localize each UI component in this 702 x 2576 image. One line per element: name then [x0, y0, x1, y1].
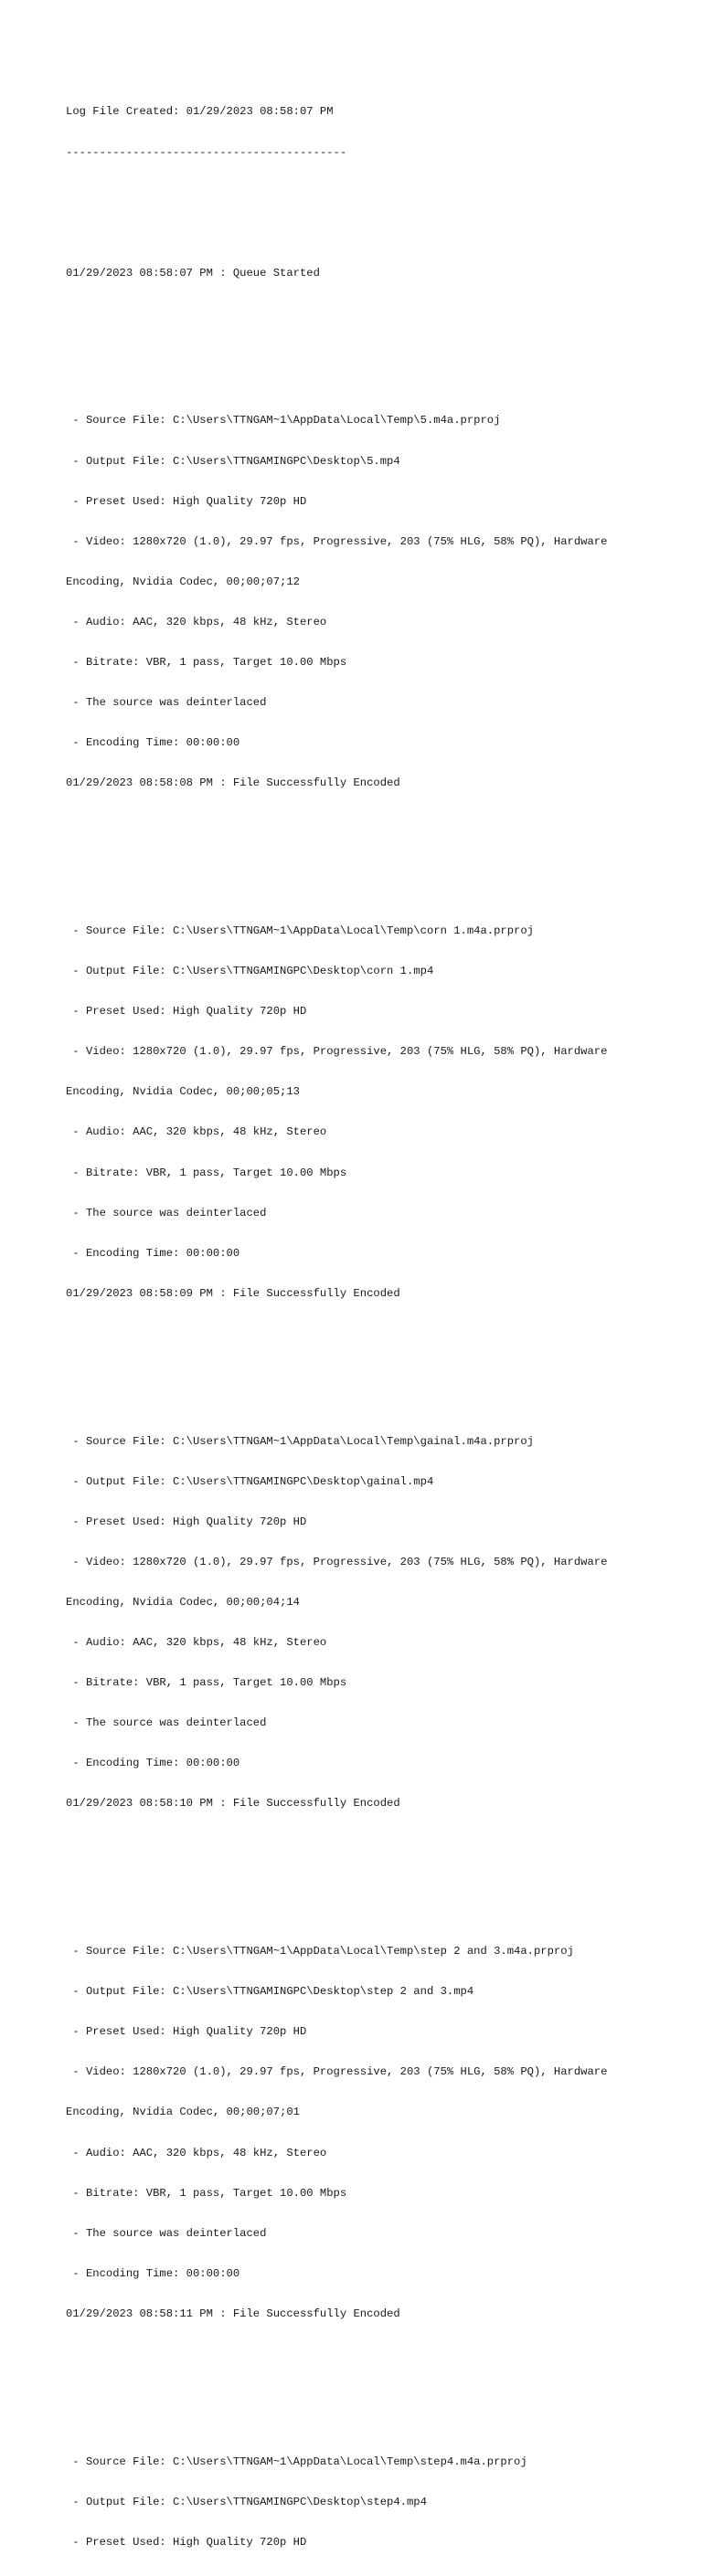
blank-line — [66, 347, 607, 361]
deinterlaced-line: - The source was deinterlaced — [66, 696, 267, 710]
blank-line — [66, 858, 607, 871]
preset-line: - Preset Used: High Quality 720p HD — [66, 1515, 307, 1528]
audio-line: - Audio: AAC, 320 kbps, 48 kHz, Stereo — [66, 1636, 327, 1649]
blank-line — [66, 186, 607, 200]
encoded-result-line: 01/29/2023 08:58:09 PM : File Successfully Encoded — [66, 1286, 400, 1300]
encoding-time-line: - Encoding Time: 00:00:00 — [66, 1246, 240, 1260]
video-line: - Video: 1280x720 (1.0), 29.97 fps, Progressive, 203 (75% HLG, 58% PQ), Hardware — [66, 534, 608, 548]
blank-line — [66, 1837, 607, 1851]
encoded-result-line: 01/29/2023 08:58:08 PM : File Successfully Encoded — [66, 776, 400, 790]
separator-line: ------------------------------------------ — [66, 145, 347, 159]
output-file-line: - Output File: C:\Users\TTNGAMINGPC\Desktop\corn 1.mp4 — [66, 965, 434, 978]
video-line-continued: Encoding, Nvidia Codec, 00;00;05;13 — [66, 1085, 300, 1099]
deinterlaced-line: - The source was deinterlaced — [66, 1206, 267, 1219]
encoding-time-line: - Encoding Time: 00:00:00 — [66, 2266, 240, 2280]
video-line: - Video: 1280x720 (1.0), 29.97 fps, Progressive, 203 (75% HLG, 58% PQ), Hardware — [66, 1045, 608, 1059]
encoding-time-line: - Encoding Time: 00:00:00 — [66, 1757, 240, 1770]
audio-line: - Audio: AAC, 320 kbps, 48 kHz, Stereo — [66, 615, 327, 628]
encoded-result-line: 01/29/2023 08:58:10 PM : File Successfully Encoded — [66, 1797, 400, 1811]
queue-started-line: 01/29/2023 08:58:07 PM : Queue Started — [66, 266, 320, 280]
video-line-continued: Encoding, Nvidia Codec, 00;00;04;14 — [66, 1595, 300, 1609]
video-line: - Video: 1280x720 (1.0), 29.97 fps, Progressive, 203 (75% HLG, 58% PQ), Hardware — [66, 2065, 608, 2079]
output-file-line: - Output File: C:\Users\TTNGAMINGPC\Desktop\gainal.mp4 — [66, 1474, 434, 1488]
bitrate-line: - Bitrate: VBR, 1 pass, Target 10.00 Mbps — [66, 1166, 347, 1179]
source-file-line: - Source File: C:\Users\TTNGAM~1\AppData\Local\Temp\5.m4a.prproj — [66, 414, 501, 428]
video-line-continued: Encoding, Nvidia Codec, 00;00;07;12 — [66, 575, 300, 588]
output-file-line: - Output File: C:\Users\TTNGAMINGPC\Desktop\step4.mp4 — [66, 2495, 427, 2508]
log-created-line: Log File Created: 01/29/2023 08:58:07 PM — [66, 105, 334, 119]
blank-line — [66, 817, 607, 830]
preset-line: - Preset Used: High Quality 720p HD — [66, 2025, 307, 2039]
video-line: - Video: 1280x720 (1.0), 29.97 fps, Progressive, 203 (75% HLG, 58% PQ), Hardware — [66, 1555, 608, 1568]
source-file-line: - Source File: C:\Users\TTNGAM~1\AppData\Local\Temp\gainal.m4a.prproj — [66, 1434, 534, 1448]
blank-line — [66, 1367, 607, 1381]
source-file-line: - Source File: C:\Users\TTNGAM~1\AppData\Local\Temp\step4.m4a.prproj — [66, 2455, 527, 2468]
encoding-time-line: - Encoding Time: 00:00:00 — [66, 736, 240, 750]
encoded-result-line: 01/29/2023 08:58:11 PM : File Successfully Encoded — [66, 2307, 400, 2320]
deinterlaced-line: - The source was deinterlaced — [66, 2226, 267, 2240]
bitrate-line: - Bitrate: VBR, 1 pass, Target 10.00 Mbps — [66, 1676, 347, 1690]
audio-line: - Audio: AAC, 320 kbps, 48 kHz, Stereo — [66, 1125, 327, 1139]
blank-line — [66, 2348, 607, 2361]
log-text — [66, 79, 607, 2576]
preset-line: - Preset Used: High Quality 720p HD — [66, 1005, 307, 1019]
bitrate-line: - Bitrate: VBR, 1 pass, Target 10.00 Mbps — [66, 656, 347, 670]
preset-line: - Preset Used: High Quality 720p HD — [66, 494, 307, 508]
video-line-continued: Encoding, Nvidia Codec, 00;00;07;01 — [66, 2106, 300, 2119]
bitrate-line: - Bitrate: VBR, 1 pass, Target 10.00 Mbps — [66, 2186, 347, 2200]
preset-line: - Preset Used: High Quality 720p HD — [66, 2535, 307, 2549]
source-file-line: - Source File: C:\Users\TTNGAM~1\AppData\Local\Temp\step 2 and 3.m4a.prproj — [66, 1945, 574, 1958]
source-file-line: - Source File: C:\Users\TTNGAM~1\AppData\Local\Temp\corn 1.m4a.prproj — [66, 924, 534, 937]
blank-line — [66, 307, 607, 321]
deinterlaced-line: - The source was deinterlaced — [66, 1716, 267, 1730]
blank-line — [66, 1878, 607, 1892]
output-file-line: - Output File: C:\Users\TTNGAMINGPC\Desktop\step 2 and 3.mp4 — [66, 1985, 474, 1999]
blank-line — [66, 1327, 607, 1341]
audio-line: - Audio: AAC, 320 kbps, 48 kHz, Stereo — [66, 2146, 327, 2159]
blank-line — [66, 2388, 607, 2402]
output-file-line: - Output File: C:\Users\TTNGAMINGPC\Desktop\5.mp4 — [66, 454, 400, 468]
blank-line — [66, 227, 607, 240]
